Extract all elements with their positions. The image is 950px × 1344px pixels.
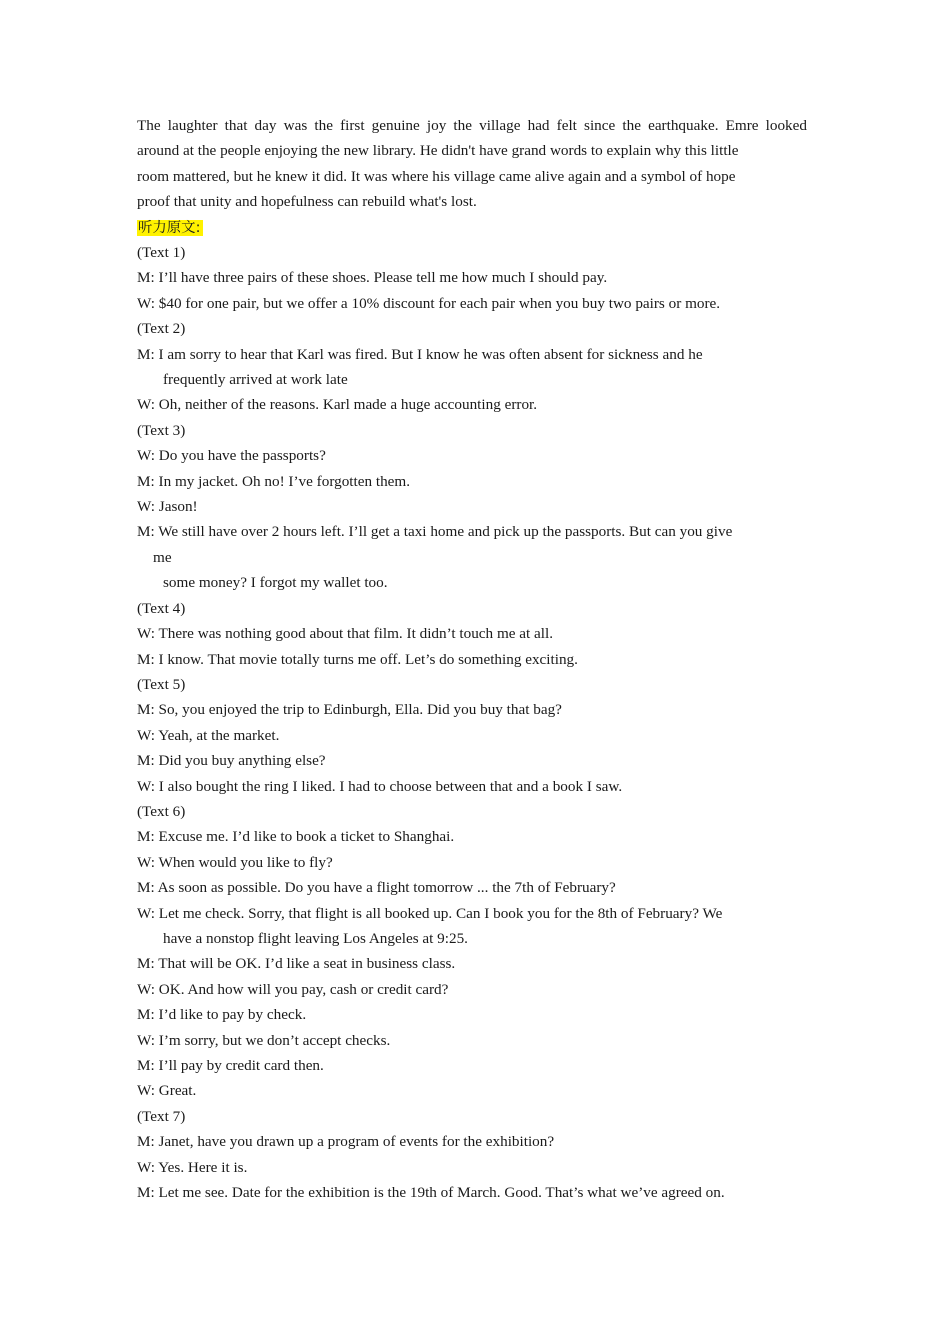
text-section-label: (Text 6) — [137, 802, 186, 820]
text-section-label: (Text 1) — [137, 244, 186, 262]
dialogue-line: M: I’d like to pay by check. — [137, 1006, 307, 1024]
dialogue-line: W: When would you like to fly? — [137, 853, 333, 871]
dialogue-line: M: I’ll pay by credit card then. — [137, 1057, 324, 1075]
dialogue-line: M: Janet, have you drawn up a program of events for the exhibition? — [137, 1133, 555, 1151]
text-section-label: (Text 5) — [137, 675, 186, 693]
intro-line: around at the people enjoying the new library. He didn't have grand words to explain why this little — [137, 142, 739, 160]
dialogue-line: M: So, you enjoyed the trip to Edinburgh, Ella. Did you buy that bag? — [137, 701, 562, 719]
text-section-label: (Text 7) — [137, 1107, 186, 1125]
dialogue-line: frequently arrived at work late — [163, 371, 348, 389]
dialogue-line: W: Great. — [137, 1082, 197, 1100]
dialogue-line: M: I know. That movie totally turns me off. Let’s do something exciting. — [137, 650, 578, 668]
dialogue-line: have a nonstop flight leaving Los Angeles at 9:25. — [163, 929, 468, 947]
intro-line: room mattered, but he knew it did. It was where his village came alive again and a symbol of hope — [137, 167, 736, 185]
dialogue-line: W: $40 for one pair, but we offer a 10% discount for each pair when you buy two pairs or more. — [137, 294, 721, 312]
dialogue-line: some money? I forgot my wallet too. — [163, 574, 388, 592]
transcript-heading: 听力原文: — [137, 220, 203, 236]
dialogue-line: M: That will be OK. I’d like a seat in business class. — [137, 955, 456, 973]
dialogue-line: M: Did you buy anything else? — [137, 752, 326, 770]
dialogue-line: W: I’m sorry, but we don’t accept checks. — [137, 1031, 391, 1049]
dialogue-line: W: There was nothing good about that film. It didn’t touch me at all. — [137, 625, 554, 643]
dialogue-line: W: OK. And how will you pay, cash or credit card? — [137, 980, 449, 998]
dialogue-line: M: I am sorry to hear that Karl was fired. But I know he was often absent for sickness and he — [137, 345, 703, 363]
dialogue-line: W: Do you have the passports? — [137, 447, 326, 465]
document-page — [137, 113, 807, 1205]
text-section-label: (Text 2) — [137, 320, 186, 338]
intro-line: proof that unity and hopefulness can rebuild what's lost. — [137, 193, 477, 211]
transcript-heading-row — [137, 215, 807, 240]
dialogue-line: M: In my jacket. Oh no! I’ve forgotten them. — [137, 472, 411, 490]
dialogue-line: W: Oh, neither of the reasons. Karl made a huge accounting error. — [137, 396, 538, 414]
transcript — [137, 240, 807, 1205]
dialogue-line: W: Let me check. Sorry, that flight is all booked up. Can I book you for the 8th of February? We — [137, 904, 723, 922]
dialogue-line: M: Excuse me. I’d like to book a ticket to Shanghai. — [137, 828, 455, 846]
intro-paragraph — [137, 113, 807, 215]
dialogue-line: W: Yes. Here it is. — [137, 1158, 248, 1176]
dialogue-line: W: Jason! — [137, 498, 198, 516]
dialogue-line: M: Let me see. Date for the exhibition is the 19th of March. Good. That’s what we’ve agreed on. — [137, 1184, 725, 1202]
text-section-label: (Text 4) — [137, 599, 186, 617]
dialogue-line: M: As soon as possible. Do you have a flight tomorrow ... the 7th of February? — [137, 879, 616, 897]
dialogue-line: W: Yeah, at the market. — [137, 726, 280, 744]
dialogue-line: me — [153, 548, 172, 566]
text-section-label: (Text 3) — [137, 421, 186, 439]
intro-line: The laughter that day was the first genuine joy the village had felt since the earthquake. Emre looked — [137, 117, 807, 134]
dialogue-line: M: We still have over 2 hours left. I’ll get a taxi home and pick up the passports. But can you give — [137, 523, 733, 541]
dialogue-line: M: I’ll have three pairs of these shoes. Please tell me how much I should pay. — [137, 269, 608, 287]
dialogue-line: W: I also bought the ring I liked. I had to choose between that and a book I saw. — [137, 777, 623, 795]
